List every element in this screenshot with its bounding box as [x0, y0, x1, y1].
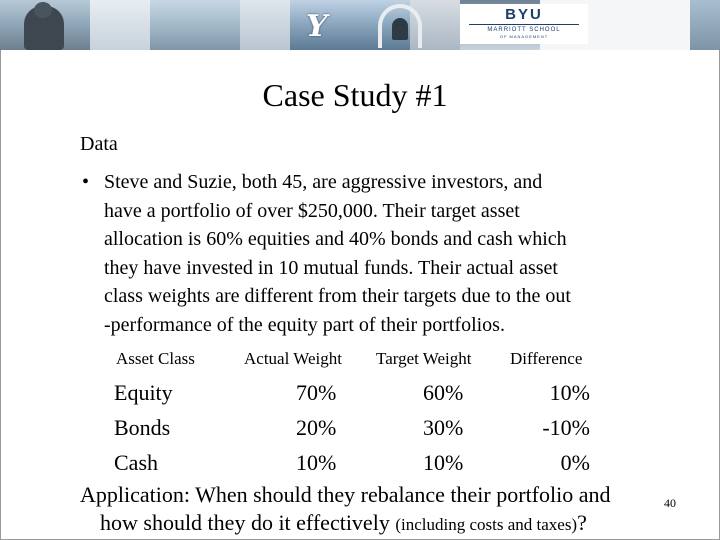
- banner-photo-4: [240, 0, 290, 50]
- banner-photo-3: [150, 0, 240, 50]
- row-cash-target: 10%: [423, 450, 464, 475]
- row-equity-actual: 70%: [296, 380, 337, 405]
- row-equity-asset: Equity: [114, 380, 173, 405]
- row-bonds-difference: -10%: [542, 415, 590, 440]
- row-cash-asset: Cash: [114, 450, 158, 475]
- slide-title: Case Study #1: [262, 77, 448, 113]
- bullet-line: they have invested in 10 mutual funds. Their actual asset: [104, 256, 558, 279]
- row-equity-target: 60%: [423, 380, 464, 405]
- header-asset-class: Asset Class: [116, 349, 195, 368]
- byu-marriott-logo: [460, 4, 588, 44]
- row-bonds-actual: 20%: [296, 415, 337, 440]
- byu-wordmark: BYU: [505, 6, 543, 23]
- page-number: 40: [664, 496, 676, 510]
- header-banner: [0, 0, 720, 50]
- section-label: Data: [80, 133, 118, 155]
- row-bonds-asset: Bonds: [114, 415, 171, 440]
- application-line-1: Application: When should they rebalance their portfolio and: [80, 482, 611, 507]
- row-cash-actual: 10%: [296, 450, 337, 475]
- bullet-line: have a portfolio of over $250,000. Their target asset: [104, 199, 520, 222]
- bullet-line: Steve and Suzie, both 45, are aggressive investors, and: [104, 171, 543, 193]
- header-target-weight: Target Weight: [376, 349, 472, 368]
- application-line-2-main: how should they do it effectively: [100, 510, 396, 535]
- application-line-2-end: ?: [577, 510, 587, 535]
- banner-photo-statue: [0, 0, 90, 50]
- bullet-marker: •: [82, 171, 90, 193]
- application-line-2: [100, 510, 700, 538]
- row-equity-difference: 10%: [549, 380, 590, 405]
- banner-photo-2: [90, 0, 150, 50]
- logo-rule: [469, 24, 579, 25]
- bullet-line: class weights are different from their targets due to the out: [104, 285, 571, 307]
- banner-photo-9: [690, 0, 720, 50]
- bell-icon: [392, 18, 408, 40]
- header-difference: Difference: [510, 349, 583, 368]
- bullet-line: allocation is 60% equities and 40% bonds and cash which: [104, 228, 567, 250]
- statue-head: [34, 2, 52, 18]
- row-cash-difference: 0%: [560, 450, 590, 475]
- header-actual-weight: Actual Weight: [244, 349, 342, 368]
- application-line-2-note: (including costs and taxes): [395, 515, 578, 534]
- bullet-line: -performance of the equity part of their portfolios.: [104, 313, 505, 336]
- bullet-paragraph: [104, 168, 684, 339]
- row-bonds-target: 30%: [423, 415, 464, 440]
- school-name-sub: OF MANAGEMENT: [499, 34, 549, 39]
- school-name: MARRIOTT SCHOOL: [487, 27, 561, 33]
- y-mountain-logo: Y: [306, 9, 328, 44]
